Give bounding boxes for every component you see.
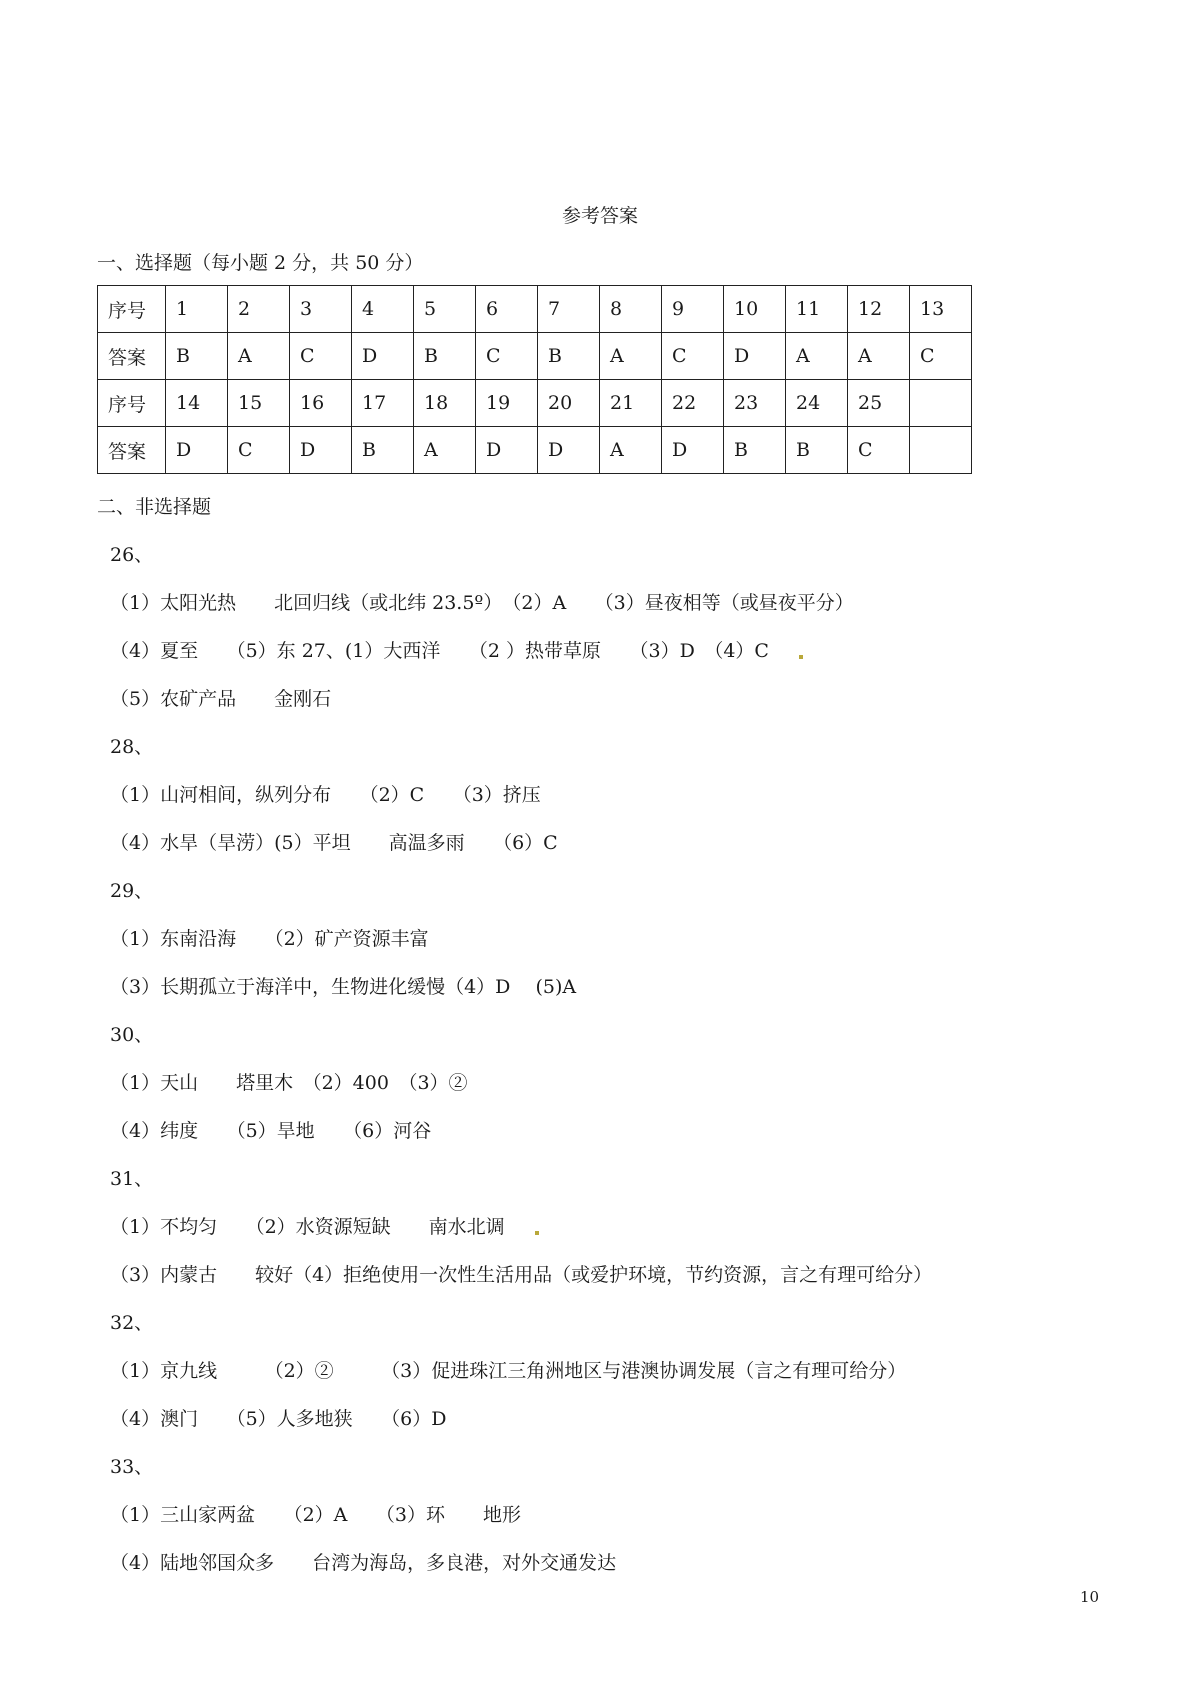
table-cell: C (848, 427, 910, 474)
answer-line: （4）陆地邻国众多 台湾为海岛，多良港，对外交通发达 (110, 1552, 617, 1574)
table-cell: 17 (352, 380, 414, 427)
question-number: 26、 (110, 544, 154, 566)
row-label: 序号 (98, 380, 166, 427)
section-heading-nonchoice: 二、非选择题 (97, 496, 212, 518)
table-cell: D (662, 427, 724, 474)
answer-line: （1）天山 塔里木 （2）400 （3）② (110, 1072, 468, 1094)
table-cell: D (476, 427, 538, 474)
table-cell: 20 (538, 380, 600, 427)
table-cell: B (414, 333, 476, 380)
question-number: 31、 (110, 1168, 154, 1190)
table-cell: 12 (848, 286, 910, 333)
table-cell: 4 (352, 286, 414, 333)
table-cell: 10 (724, 286, 786, 333)
table-cell: A (600, 333, 662, 380)
table-cell: A (228, 333, 290, 380)
table-cell: B (352, 427, 414, 474)
table-cell: 3 (290, 286, 352, 333)
table-cell: A (786, 333, 848, 380)
table-cell: D (166, 427, 228, 474)
question-number: 28、 (110, 736, 154, 758)
answer-line: （1）不均匀 （2）水资源短缺 南水北调 (110, 1212, 539, 1239)
table-cell: 25 (848, 380, 910, 427)
table-cell: B (724, 427, 786, 474)
table-cell: 14 (166, 380, 228, 427)
table-cell (910, 427, 972, 474)
table-cell: 21 (600, 380, 662, 427)
question-number: 32、 (110, 1312, 154, 1334)
table-cell: 9 (662, 286, 724, 333)
mark-dot (535, 1231, 539, 1235)
table-cell: D (724, 333, 786, 380)
answer-line: （4）澳门 （5）人多地狭 （6）D (110, 1408, 447, 1430)
answer-line: （1）京九线 （2）② （3）促进珠江三角洲地区与港澳协调发展（言之有理可给分） (110, 1360, 907, 1382)
table-cell: 18 (414, 380, 476, 427)
table-cell: 13 (910, 286, 972, 333)
answer-line: （4）夏至 （5）东 27、(1）大西洋 （2 ）热带草原 （3）D （4）C (110, 636, 803, 663)
table-cell: B (786, 427, 848, 474)
row-label: 答案 (98, 427, 166, 474)
table-cell: C (476, 333, 538, 380)
table-row (98, 333, 972, 380)
question-number: 30、 (110, 1024, 154, 1046)
answer-line: （5）农矿产品 金刚石 (110, 688, 332, 710)
table-cell: A (600, 427, 662, 474)
answer-line: （1）山河相间，纵列分布 （2）C （3）挤压 (110, 784, 541, 806)
table-cell: 19 (476, 380, 538, 427)
table-cell: 16 (290, 380, 352, 427)
table-cell: 8 (600, 286, 662, 333)
table-cell: C (662, 333, 724, 380)
table-cell: D (290, 427, 352, 474)
answer-line: （1）东南沿海 （2）矿产资源丰富 (110, 928, 429, 950)
table-cell: 1 (166, 286, 228, 333)
table-cell (910, 380, 972, 427)
table-cell: 23 (724, 380, 786, 427)
mark-dot (799, 655, 803, 659)
answer-line: （1）三山家两盆 （2）A （3）环 地形 (110, 1504, 521, 1526)
answer-line: （1）太阳光热 北回归线（或北纬 23.5º） （2）A （3）昼夜相等（或昼夜平分） (110, 592, 854, 614)
answer-line: （4）纬度 （5）旱地 （6）河谷 (110, 1120, 432, 1142)
table-cell: 7 (538, 286, 600, 333)
table-row (98, 380, 972, 427)
table-cell: 5 (414, 286, 476, 333)
table-cell: D (538, 427, 600, 474)
table-cell: 22 (662, 380, 724, 427)
table-cell: 24 (786, 380, 848, 427)
row-label: 序号 (98, 286, 166, 333)
table-cell: D (352, 333, 414, 380)
answer-line: （3）内蒙古 较好（4）拒绝使用一次性生活用品（或爱护环境，节约资源，言之有理可给分） (110, 1264, 933, 1286)
table-cell: C (290, 333, 352, 380)
table-cell: B (538, 333, 600, 380)
page-title: 参考答案 (561, 205, 638, 227)
table-cell: 2 (228, 286, 290, 333)
table-cell: C (910, 333, 972, 380)
table-cell: A (414, 427, 476, 474)
page-number: 10 (1080, 1588, 1100, 1606)
question-number: 29、 (110, 880, 154, 902)
answer-line: （4）水旱（旱涝）(5）平坦 高温多雨 （6）C (110, 832, 558, 854)
section-heading-choice: 一、选择题（每小题 2 分，共 50 分） (97, 252, 424, 274)
row-label: 答案 (98, 333, 166, 380)
answer-line: （3）长期孤立于海洋中，生物进化缓慢（4）D (5)A (110, 976, 577, 998)
table-cell: 15 (228, 380, 290, 427)
table-row (98, 427, 972, 474)
table-cell: A (848, 333, 910, 380)
table-cell: C (228, 427, 290, 474)
table-cell: B (166, 333, 228, 380)
table-cell: 11 (786, 286, 848, 333)
answer-table (97, 285, 972, 474)
question-number: 33、 (110, 1456, 154, 1478)
table-cell: 6 (476, 286, 538, 333)
table-row (98, 286, 972, 333)
